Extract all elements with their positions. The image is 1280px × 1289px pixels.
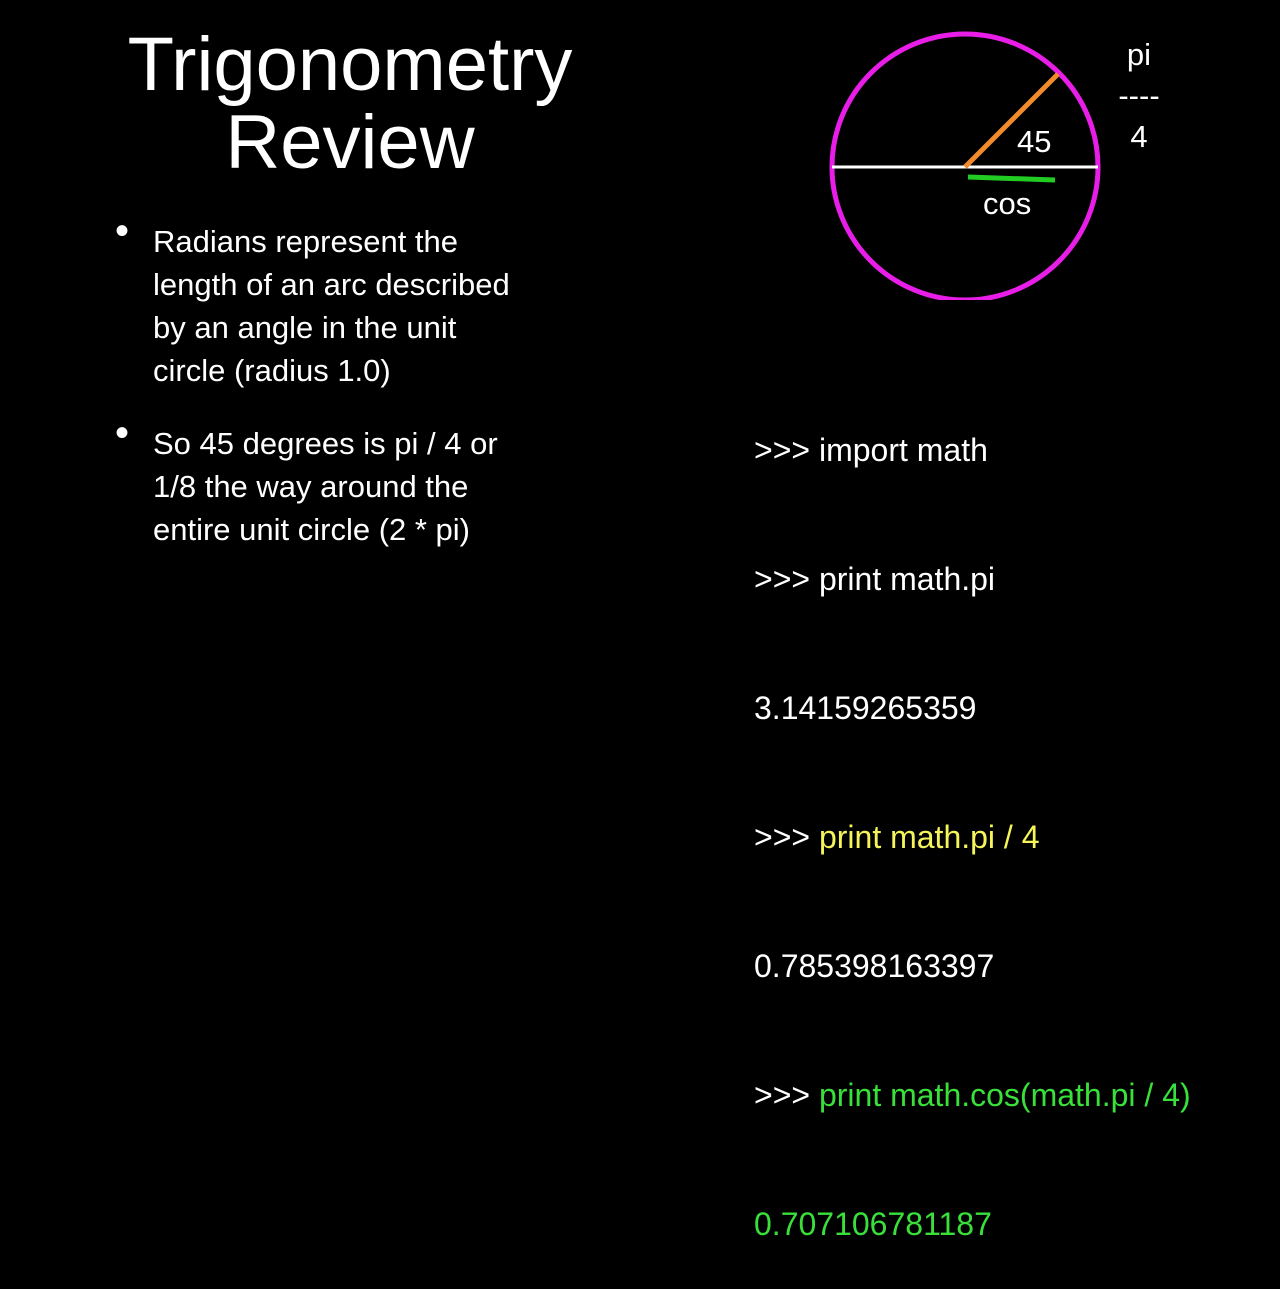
bullet-text: Radians represent the length of an arc described by an angle in the unit circle (radius 1.0) [153, 224, 510, 388]
python-console [754, 343, 1264, 1289]
fraction-numerator: pi [1126, 37, 1152, 72]
bullet-list [115, 209, 535, 581]
bullet-item [115, 209, 535, 392]
console-prompt: >>> [754, 432, 819, 468]
console-result: 0.707106781187 [754, 1206, 992, 1242]
slide-title [100, 22, 600, 185]
unit-circle-diagram [820, 30, 1120, 300]
console-prompt: >>> [754, 561, 819, 597]
bullet-item [115, 411, 535, 551]
console-text: print math.pi [818, 561, 996, 597]
console-text: import math [818, 432, 988, 468]
console-line [754, 1074, 1264, 1117]
angle-label: 45 [1017, 124, 1052, 159]
console-line [754, 687, 1264, 730]
console-line [754, 429, 1264, 472]
console-text: 3.14159265359 [754, 690, 977, 726]
cos-label: cos [983, 186, 1032, 221]
bullet-text: So 45 degrees is pi / 4 or 1/8 the way around the entire unit circle (2 * pi) [153, 426, 498, 547]
fraction-denominator: 4 [1130, 119, 1148, 154]
console-text-highlight: print math.pi / 4 [818, 819, 1040, 855]
console-prompt: >>> [754, 1077, 819, 1113]
console-line [754, 816, 1264, 859]
console-text: 0.785398163397 [754, 948, 995, 984]
console-line [754, 945, 1264, 988]
title-line-2: Review [225, 100, 475, 185]
title-line-1: Trigonometry [127, 22, 573, 107]
fraction-bar: ---- [1118, 78, 1160, 113]
console-prompt: >>> [754, 819, 819, 855]
cos-segment [968, 177, 1055, 180]
console-text-highlight: print math.cos(math.pi / 4) [818, 1077, 1191, 1113]
console-line [754, 1203, 1264, 1246]
pi-over-four-fraction [1108, 34, 1170, 157]
bullet-dot: • [115, 209, 130, 253]
bullet-dot: • [115, 411, 130, 455]
console-line [754, 558, 1264, 601]
